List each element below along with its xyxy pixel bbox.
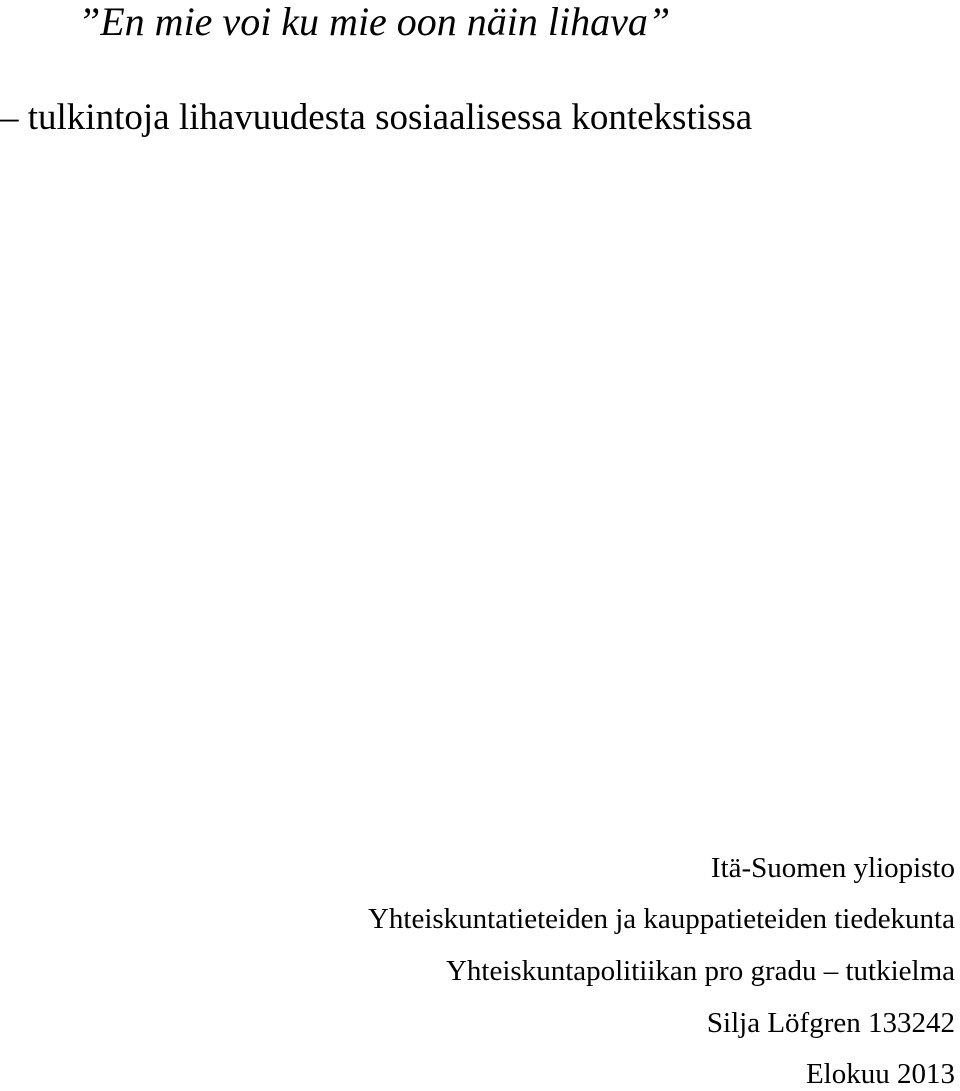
thesis-date: Elokuu 2013 xyxy=(805,1058,955,1090)
university-name: Itä-Suomen yliopisto xyxy=(710,852,955,884)
thesis-title: ”En mie voi ku mie oon näin lihava” xyxy=(78,0,671,44)
author-name: Silja Löfgren 133242 xyxy=(706,1007,955,1039)
thesis-subtitle: – tulkintoja lihavuudesta sosiaalisessa kontekstissa xyxy=(0,97,753,138)
thesis-type: Yhteiskuntapolitiikan pro gradu – tutkielma xyxy=(445,955,955,987)
faculty-name: Yhteiskuntatieteiden ja kauppatieteiden tiedekunta xyxy=(367,903,955,935)
